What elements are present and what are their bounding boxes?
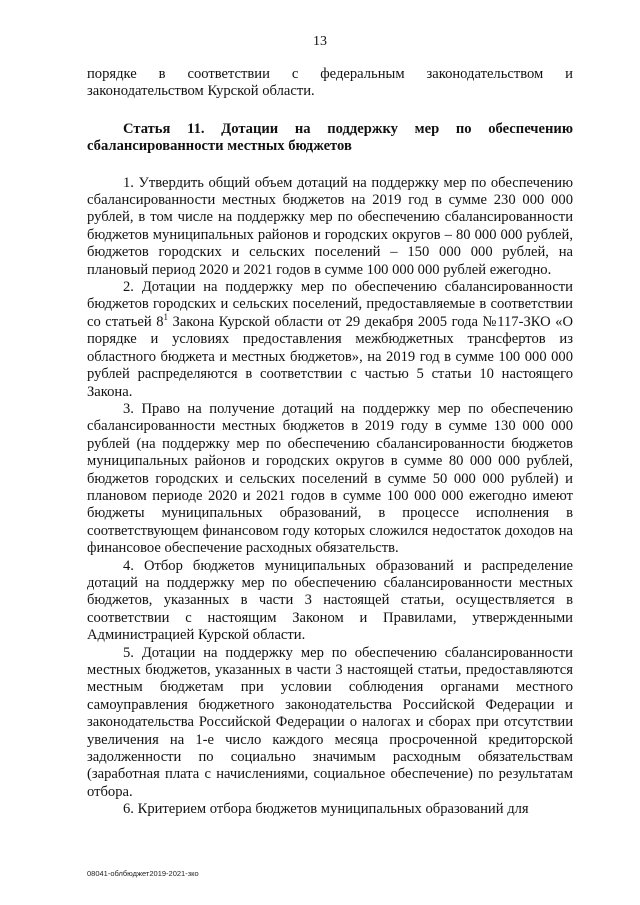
paragraph-6: 6. Критерием отбора бюджетов муниципальных образований для: [123, 801, 529, 818]
paragraph-3: 3. Право на получение дотаций на поддержку мер по обеспечению сбалансированности местных бюджетов в 2019 году в сумме 130 000 000 рублей (на поддержку мер по обеспечению сбалансированности бюджетов муниципальных районов и городских округов в сумме 80 000 000 рублей, бюджетов городских и сельских поселений в сумме 50 000 000 рублей) и плановом периоде 2020 и 2021 годов в сумме 100 000 000 ежегодно имеют бюджеты муниципальных образований, в процессе исполнения в соответствующем финансовом году которых сложился недостаток доходов на финансовое обеспечение расходных обязательств.: [87, 400, 573, 557]
page-number: 13: [313, 34, 327, 49]
paragraph-2: [87, 279, 573, 401]
article-superscript: 1: [163, 312, 169, 323]
paragraph-4: 4. Отбор бюджетов муниципальных образований и распределение дотаций на поддержку мер по обеспечению сбалансированности местных бюджетов, указанных в части 3 настоящей статьи, осуществляется в соответствии с настоящим Законом и Правилами, утвержденными Администрацией Курской области.: [87, 557, 573, 644]
footer-document-code: 08041-облбюджет2019-2021-зко: [87, 869, 199, 878]
paragraph-5: 5. Дотации на поддержку мер по обеспечению сбалансированности местных бюджетов, указанных в части 3 настоящей статьи, предоставляются местным бюджетам при условии соблюдения органами местного самоуправления бюджетного законодательства Российской Федерации и законодательства Российской Федерации о налогах и сборах при отсутствии увеличения на 1-е число каждого месяца просроченной кредиторской задолженности по социально значимым расходным обязательствам (заработная плата с начислениями, социальное обеспечение) по результатам отбора.: [87, 644, 573, 800]
paragraph-2-part-a: 2. Дотации на поддержку мер по обеспечению сбалансированности бюджетов городских и сельских поселений, предоставляемые в соответствии со статьей 8: [87, 279, 573, 330]
intro-text: порядке в соответствии с федеральным законодательством и законодательством Курской области.: [87, 66, 573, 100]
paragraph-2-part-b: Закона Курской области от 29 декабря 2005 года №117-ЗКО «О порядке и условиях предоставления межбюджетных трансфертов из областного бюджета и местных бюджетов», на 2019 год в сумме 100 000 000 рублей распределяются в соответствии с частью 5 статьи 10 настоящего Закона.: [87, 313, 573, 400]
article-heading: Статья 11. Дотации на поддержку мер по обеспечению сбалансированности местных бюджетов: [87, 120, 573, 155]
document-body: [87, 66, 573, 819]
paragraph-1: 1. Утвердить общий объем дотаций на поддержку мер по обеспечению сбалансированности местных бюджетов на 2019 год в сумме 230 000 000 рублей, в том числе на поддержку мер по обеспечению сбалансированности бюджетов муниципальных районов и городских округов – 80 000 000 рублей, бюджетов городских и сельских поселений – 150 000 000 рублей, на плановый период 2020 и 2021 годов в сумме 100 000 000 рублей ежегодно.: [87, 174, 573, 278]
